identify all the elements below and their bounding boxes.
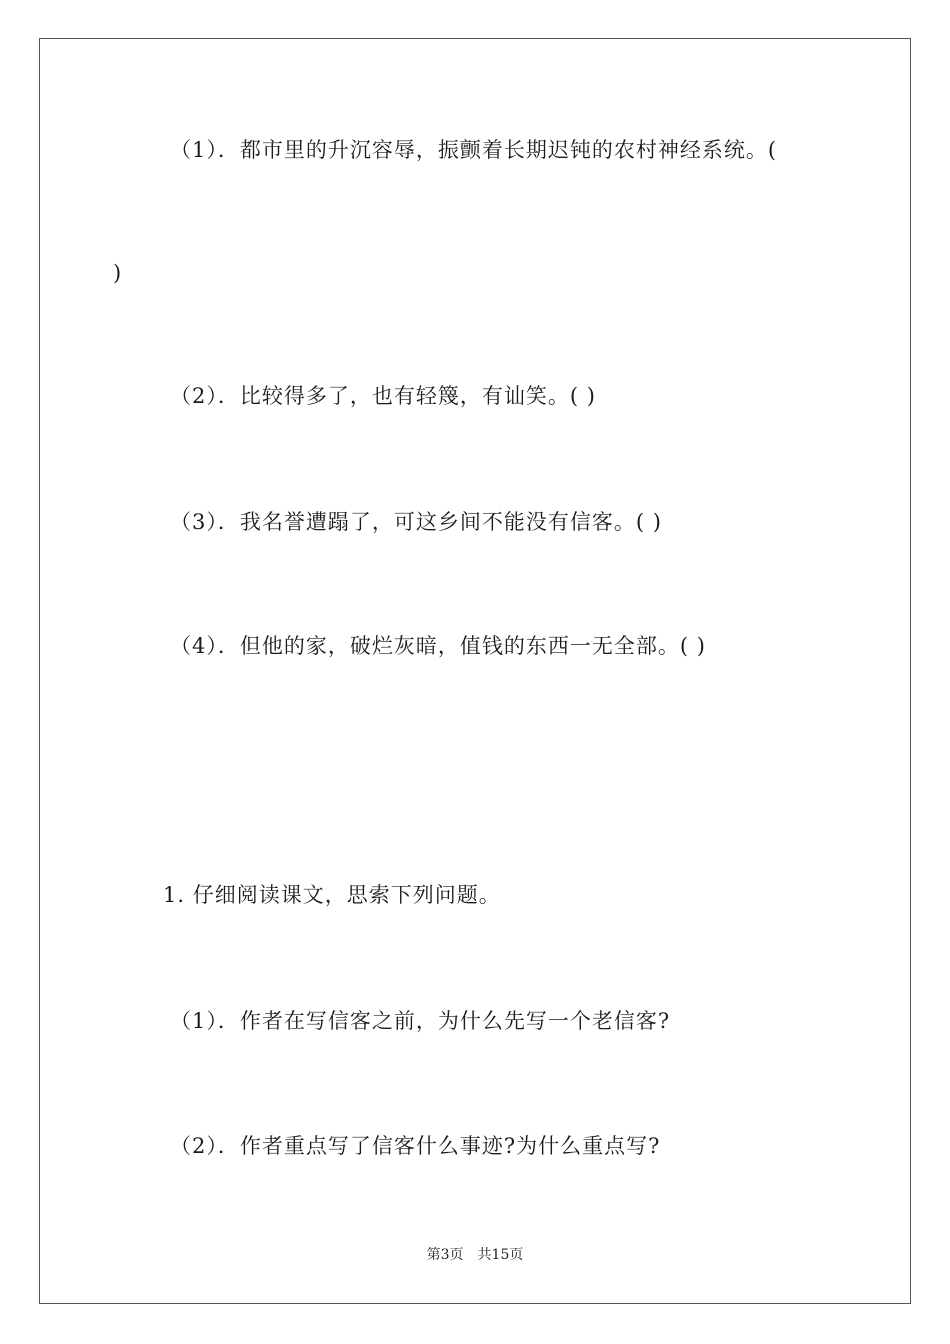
reading-question-heading: 1. 仔细阅读课文，思索下列问题。 [163,883,501,907]
question-item-4: （4）．但他的家，破烂灰暗，值钱的东西一无全部。( ) [170,634,706,658]
question-item-1-continuation: ) [113,261,123,285]
reading-question-2: （2）．作者重点写了信客什么事迹?为什么重点写? [170,1134,661,1158]
page-number: 第3页 [426,1247,464,1263]
question-item-1: （1）．都市里的升沉容辱，振颤着长期迟钝的农村神经系统。( [170,138,778,162]
page-border [39,38,911,1304]
page-footer [0,1245,950,1265]
question-item-2: （2）．比较得多了，也有轻篾，有讪笑。( ) [170,384,596,408]
page-total: 共15页 [477,1247,524,1263]
reading-question-1: （1）．作者在写信客之前，为什么先写一个老信客? [170,1009,671,1033]
question-item-3: （3）．我名誉遭蹋了，可这乡间不能没有信客。( ) [170,510,662,534]
